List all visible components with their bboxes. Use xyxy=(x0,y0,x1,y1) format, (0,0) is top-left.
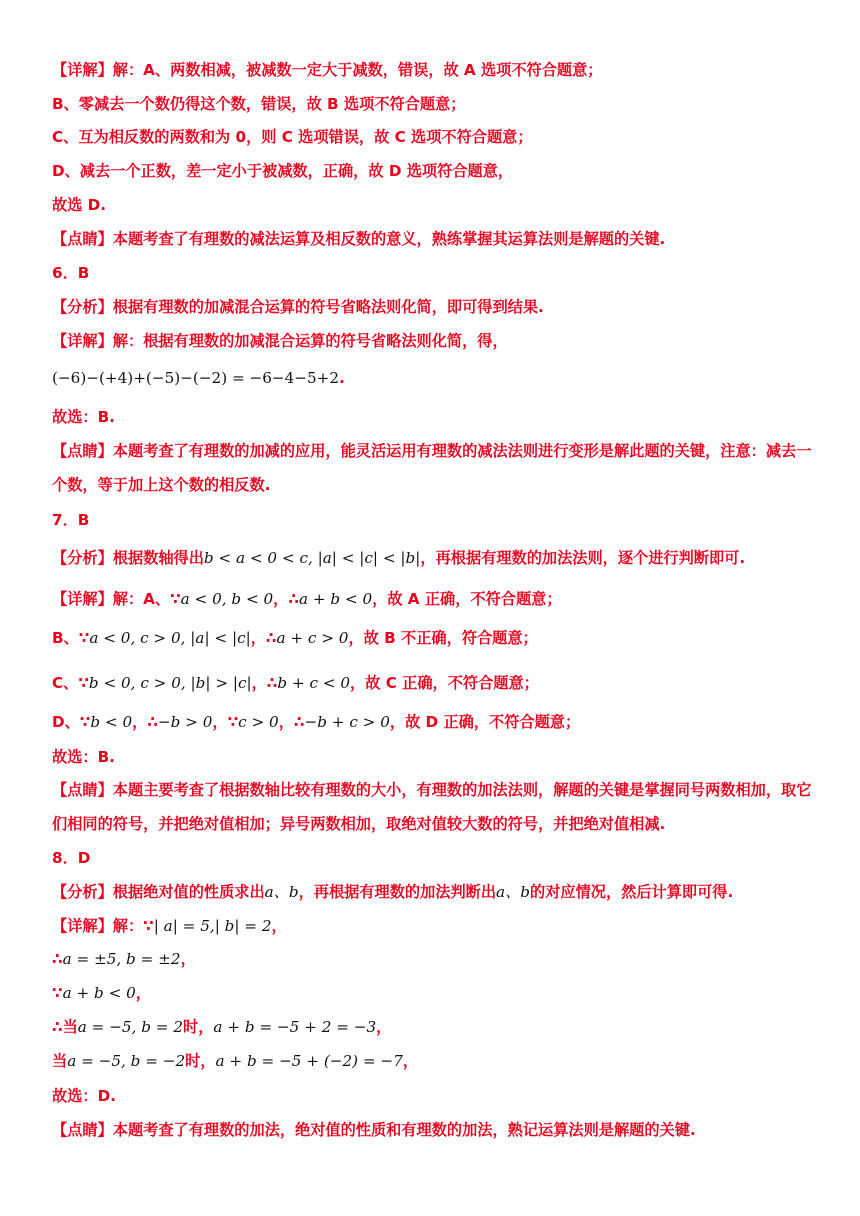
text-segment: 【分析】根据绝对值的性质求出 xyxy=(52,883,265,901)
math-expression: a + b = −5 + (−2) = −7 xyxy=(215,1052,403,1070)
math-expression: a = −5, b = −2 xyxy=(67,1052,186,1070)
text-segment: ，∴ xyxy=(278,713,305,731)
math-expression: b < 0, c > 0, |b| > |c| xyxy=(88,674,252,692)
text-line: 【分析】根据有理数的加减混合运算的符号省略法则化简，即可得到结果. xyxy=(52,298,544,316)
text-line xyxy=(52,882,820,902)
text-line xyxy=(52,1017,820,1037)
text-line xyxy=(52,628,820,648)
text-segment: ，再根据有理数的加法判断出 xyxy=(298,883,497,901)
text-line: 【详解】解：根据有理数的加减混合运算的符号省略法则化简，得， xyxy=(52,332,508,350)
math-expression: a、b xyxy=(496,883,530,901)
text-segment: 的对应情况，然后计算即可得. xyxy=(530,883,734,901)
text-line xyxy=(52,589,820,609)
text-line: 【点睛】本题考查了有理数的加法，绝对值的性质和有理数的加法，熟记运算法则是解题的关键. xyxy=(52,1121,696,1139)
text-segment: ∵ xyxy=(52,984,63,1002)
text-segment: ， xyxy=(271,917,287,935)
math-expression: c > 0 xyxy=(238,713,279,731)
text-line: D、减去一个正数，差一定小于被减数，正确，故 D 选项符合题意， xyxy=(52,162,514,180)
text-line xyxy=(52,673,820,693)
text-segment: 【详解】解：A、∵ xyxy=(52,590,181,608)
text-segment: B、∵ xyxy=(52,629,90,647)
math-expression: a + c > 0 xyxy=(276,629,349,647)
math-expression: a = ±5, b = ±2 xyxy=(62,950,181,968)
text-line xyxy=(52,916,820,936)
text-segment: 时， xyxy=(183,1018,214,1036)
question-number: 6．B xyxy=(52,264,90,282)
math-expression: a < 0, c > 0, |a| < |c| xyxy=(89,629,251,647)
text-line: 【点睛】本题主要考查了根据数轴比较有理数的大小，有理数的加法法则，解题的关键是掌握同号两数相加，取它 xyxy=(52,781,812,799)
math-expression: b + c < 0 xyxy=(277,674,351,692)
text-segment: ，∴ xyxy=(251,674,278,692)
text-line: 【详解】解：A、两数相减，被减数一定大于减数，错误，故 A 选项不符合题意； xyxy=(52,61,603,79)
text-line xyxy=(52,949,820,969)
math-expression: a + b < 0 xyxy=(298,590,373,608)
question-number: 7．B xyxy=(52,511,90,529)
math-expression: b < 0 xyxy=(90,713,133,731)
text-segment: ，故 A 正确，不符合题意； xyxy=(372,590,562,608)
text-segment: ，故 B 不正确，符合题意； xyxy=(348,629,538,647)
math-expression: a < 0, b < 0 xyxy=(180,590,274,608)
text-segment: 【详解】解：∵ xyxy=(52,917,154,935)
text-line xyxy=(52,983,820,1003)
text-segment: 当 xyxy=(52,1052,68,1070)
equation-line xyxy=(52,368,820,388)
text-segment: 时， xyxy=(185,1052,216,1070)
text-segment: ，∴ xyxy=(273,590,299,608)
math-expression: a、b xyxy=(264,883,299,901)
text-line: 故选：D. xyxy=(52,1087,116,1105)
text-segment: ，故 D 正确，不符合题意； xyxy=(389,713,581,731)
math-expression: b < a < 0 < c, |a| < |c| < |b| xyxy=(203,549,421,567)
text-segment: ， xyxy=(180,950,196,968)
text-segment: ， xyxy=(376,1018,392,1036)
math-expression: | a| = 5,| b| = 2 xyxy=(153,917,272,935)
text-line: 【点睛】本题考查了有理数的减法运算及相反数的意义，熟练掌握其运算法则是解题的关键. xyxy=(52,230,666,248)
text-line: C、互为相反数的两数和为 0，则 C 选项错误，故 C 选项不符合题意； xyxy=(52,128,533,146)
equation: (−6)−(+4)+(−5)−(−2) = −6−4−5+2 xyxy=(52,369,340,387)
math-expression: a + b = −5 + 2 = −3 xyxy=(213,1018,377,1036)
math-expression: a + b < 0 xyxy=(62,984,136,1002)
punctuation: . xyxy=(339,369,345,387)
text-segment: ，故 C 正确，不符合题意； xyxy=(350,674,539,692)
question-number: 8．D xyxy=(52,849,91,867)
text-segment: ，再根据有理数的加法法则，逐个进行判断即可. xyxy=(420,549,746,567)
math-expression: −b + c > 0 xyxy=(304,713,390,731)
text-line: 们相同的符号，并把绝对值相加；异号两数相加，取绝对值较大数的符号，并把绝对值相减. xyxy=(52,815,666,833)
text-segment: ，∴ xyxy=(250,629,277,647)
text-segment: ∴当 xyxy=(52,1018,78,1036)
text-line: 个数，等于加上这个数的相反数. xyxy=(52,476,271,494)
text-line xyxy=(52,1051,820,1071)
text-segment: ， xyxy=(402,1052,419,1070)
text-line: 故选：B. xyxy=(52,748,115,766)
text-line xyxy=(52,548,820,568)
text-segment: C、∵ xyxy=(52,674,89,692)
text-line: B、零减去一个数仍得这个数，错误，故 B 选项不符合题意； xyxy=(52,95,466,113)
text-line: 故选 D. xyxy=(52,196,107,214)
math-expression: a = −5, b = 2 xyxy=(77,1018,184,1036)
text-segment: 【分析】根据数轴得出 xyxy=(52,549,204,567)
text-line xyxy=(52,712,820,732)
text-segment: ，∴ xyxy=(132,713,158,731)
text-segment: ， xyxy=(135,984,151,1002)
text-segment: ，∵ xyxy=(212,713,239,731)
text-line: 【点睛】本题考查了有理数的加减的应用，能灵活运用有理数的减法法则进行变形是解此题的关键，注意：减去一 xyxy=(52,442,812,460)
math-expression: −b > 0 xyxy=(157,713,213,731)
text-line: 故选：B. xyxy=(52,408,115,426)
text-segment: ∴ xyxy=(52,950,63,968)
text-segment: D、∵ xyxy=(52,713,91,731)
